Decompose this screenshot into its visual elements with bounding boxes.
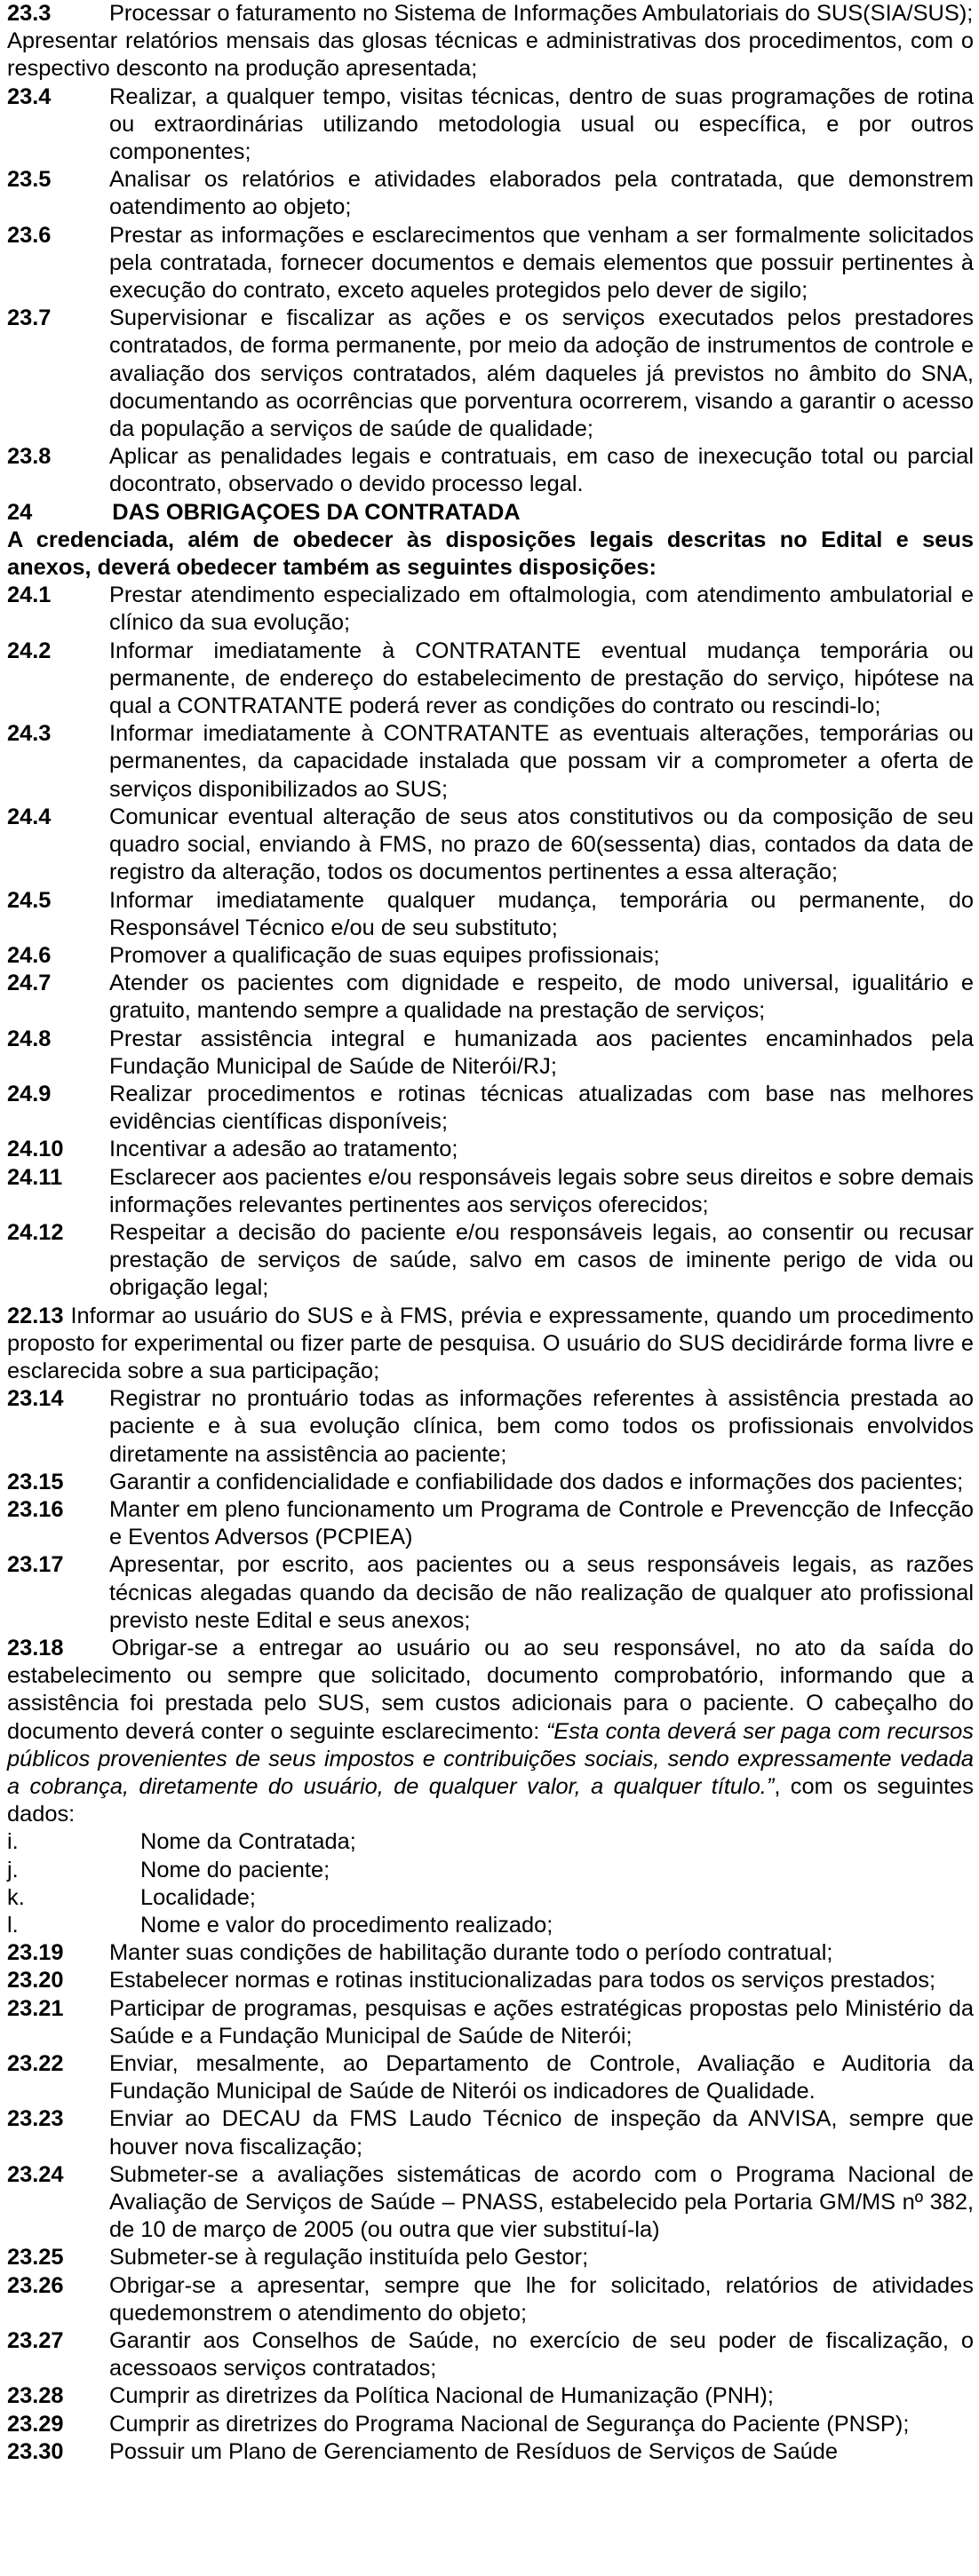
clause-text: Cumprir as diretrizes da Política Nacional de Humanização (PNH); [109, 2383, 774, 2409]
clause-item [7, 1385, 974, 1469]
clause-text: Aplicar as penalidades legais e contratuais, em caso de inexecução total ou parcial docontrato, observado o devido processo legal. [109, 444, 974, 497]
clause-item [7, 2382, 974, 2410]
clause-text: Processar o faturamento no Sistema de Informações Ambulatoriais do SUS(SIA/SUS); [109, 1, 974, 26]
clauses-23-14-to-23-17 [7, 1385, 974, 1635]
clause-item [7, 1081, 974, 1136]
clause-number: 23.15 [7, 1469, 64, 1494]
section-number: 24 [7, 499, 33, 525]
clause-number: 23.7 [7, 305, 52, 331]
clause-text: Estabelecer normas e rotinas institucionalizadas para todos os serviços prestados; [109, 1968, 936, 1993]
clause-number: 23.14 [7, 1386, 64, 1412]
clause-number: 23.17 [7, 1552, 64, 1578]
clause-number: 23.22 [7, 2051, 64, 2077]
clause-number: 24.2 [7, 638, 52, 663]
clause-number: 23.29 [7, 2411, 64, 2437]
data-list-item [7, 1857, 974, 1884]
clause-text: Supervisionar e fiscalizar as ações e os serviços executados pelos prestadores contratados, de forma permanente, por meio da adoção de instrumentos de controle e avaliação dos serviços contratados, além daqueles já previstos no âmbito do SNA, documentando as ocorrências que porventura ocorrerem, visando a garantir o acesso da população a serviços de saúde de qualidade; [109, 305, 974, 442]
clause-number: 24.10 [7, 1137, 64, 1162]
clause-item [7, 2244, 974, 2271]
list-marker: k. [7, 1884, 25, 1910]
clause-item [7, 1551, 974, 1635]
clause-text: Submeter-se à regulação instituída pelo Gestor; [109, 2245, 589, 2271]
clauses-23-19-to-23-30 [7, 1939, 974, 2466]
clause-number: 23.8 [7, 444, 52, 470]
clause-item [7, 0, 974, 28]
clause-text: Registrar no prontuário todas as informações referentes à assistência prestada ao paciente e à sua evolução clínica, bem como todos os profissionais envolvidos diretamente na assistência ao paciente; [109, 1386, 974, 1467]
clause-item [7, 804, 974, 887]
clause-item [7, 1136, 974, 1163]
clause-number: 23.23 [7, 2106, 64, 2132]
clause-text: Realizar, a qualquer tempo, visitas técnicas, dentro de suas programações de rotina ou extraordinárias utilizando metodologia usual ou específica, e por outros componentes; [109, 83, 974, 165]
clause-item [7, 2161, 974, 2245]
clause-number: 23.26 [7, 2272, 64, 2298]
clause-number: 24.5 [7, 887, 52, 913]
data-list-item [7, 1828, 974, 1856]
clause-item [7, 1164, 974, 1219]
clause-quote: “Esta conta deverá ser paga com recursos públicos provenientes de seus impostos e contribuições sociais, sendo expressamente vedada a cobrança, diretamente do usuário, de qualquer valor, a qualquer título.” [7, 1718, 974, 1799]
data-list [7, 1828, 974, 1939]
clause-number: 22.13 [7, 1303, 64, 1328]
clause-number: 24.6 [7, 942, 52, 968]
clause-text: Prestar assistência integral e humanizada aos pacientes encaminhados pela Fundação Municipal de Saúde de Niterói/RJ; [109, 1026, 974, 1079]
clause-text: Realizar procedimentos e rotinas técnicas atualizadas com base nas melhores evidências científicas disponíveis; [109, 1081, 974, 1135]
section-title: DAS OBRIGAÇOES DA CONTRATADA [112, 499, 521, 525]
clause-number: 23.3 [7, 1, 52, 26]
clause-number: 24.1 [7, 583, 52, 608]
clause-item [7, 970, 974, 1025]
clause-text: Manter suas condições de habilitação durante todo o período contratual; [109, 1940, 833, 1966]
clause-text: Informar imediatamente à CONTRATANTE as eventuais alterações, temporárias ou permanentes, da capacidade instalada que possam vir a comprometer a oferta de serviços disponibilizados ao SUS; [109, 721, 974, 802]
clause-item [7, 638, 974, 721]
clause-text: Cumprir as diretrizes do Programa Nacional de Segurança do Paciente (PNSP); [109, 2411, 910, 2437]
section-24-list [7, 582, 974, 1302]
list-text: Nome do paciente; [140, 1857, 330, 1882]
clause-item [7, 1469, 974, 1496]
clause-item [7, 1026, 974, 1081]
clause-number: 23.6 [7, 222, 52, 248]
clause-text: Informar imediatamente qualquer mudança, temporária ou permanente, do Responsável Técnico e/ou de seu substituto; [109, 887, 974, 940]
clause-item [7, 2105, 974, 2160]
clause-text: Apresentar relatórios mensais das glosas técnicas e administrativas dos procedimentos, com o respectivo desconto na produção apresentada; [7, 28, 974, 82]
clause-text: Submeter-se a avaliações sistemáticas de acordo com o Programa Nacional de Avaliação de Serviços de Saúde – PNASS, estabelecido pela Portaria GM/MS nº 382, de 10 de março de 2005 (ou outra que vier substituí-la) [109, 2161, 974, 2243]
clause-text: Garantir aos Conselhos de Saúde, no exercício de seu poder de fiscalização, o acessoaos serviços contratados; [109, 2328, 974, 2382]
clause-number: 23.4 [7, 83, 52, 109]
clause-number: 23.16 [7, 1496, 64, 1522]
clause-text: Incentivar a adesão ao tratamento; [109, 1137, 458, 1162]
clause-item [7, 166, 974, 221]
clause-item [7, 720, 974, 804]
clause-text: Comunicar eventual alteração de seus atos constitutivos ou da composição de seu quadro social, enviando à FMS, no prazo de 60(sessenta) dias, contados da data de registro da alteração, todos os documentos pertinentes a essa alteração; [109, 804, 974, 885]
section-23-list [7, 0, 974, 499]
clause-number: 24.11 [7, 1164, 63, 1190]
clause-number: 23.30 [7, 2438, 64, 2464]
list-marker: l. [7, 1913, 19, 1938]
clause-item [7, 305, 974, 443]
clause-text: Prestar atendimento especializado em oftalmologia, com atendimento ambulatorial e clínico da sua evolução; [109, 583, 974, 636]
clause-item [7, 942, 974, 970]
section-intro: A credenciada, além de obedecer às disposições legais descritas no Edital e seus anexos, deverá obedecer também as seguintes disposições: [7, 527, 974, 581]
clause-item [7, 2438, 974, 2466]
clause-item [7, 1967, 974, 1994]
clause-text: Obrigar-se a entregar ao usuário ou ao seu responsável, no ato da saída do estabelecimento ou sempre que solicitado, documento comprobatório, informando que a assistência foi prestada pelo SUS, sem custos adicionais para o paciente. O cabeçalho do documento deverá conter o seguinte esclarecimento: [7, 1635, 974, 1744]
clause-number: 23.5 [7, 167, 52, 193]
clause-number: 23.28 [7, 2383, 64, 2409]
clause-text: Atender os pacientes com dignidade e respeito, de modo universal, igualitário e gratuito, mantendo sempre a qualidade na prestação de serviços; [109, 971, 974, 1024]
list-text: Nome e valor do procedimento realizado; [140, 1913, 553, 1938]
list-marker: j. [7, 1857, 19, 1882]
clause-23-18 [7, 1635, 974, 1828]
clause-item [7, 443, 974, 498]
clause-text: Informar imediatamente à CONTRATANTE eventual mudança temporária ou permanente, de endereço do estabelecimento de prestação do serviço, hipótese na qual a CONTRATANTE poderá rever as condições do contrato ou rescindi-lo; [109, 638, 974, 719]
clause-text: Esclarecer aos pacientes e/ou responsáveis legais sobre seus direitos e sobre demais informações relevantes pertinentes aos serviços oferecidos; [109, 1164, 974, 1217]
clause-item [7, 887, 974, 942]
clause-item [7, 2411, 974, 2438]
clause-item [7, 2327, 974, 2382]
list-marker: i. [7, 1829, 19, 1855]
clause-item [7, 28, 974, 83]
clause-item [7, 2272, 974, 2327]
clause-number: 24.7 [7, 971, 52, 996]
clause-text: Promover a qualificação de suas equipes profissionais; [109, 942, 660, 968]
clause-text: Apresentar, por escrito, aos pacientes ou a seus responsáveis legais, as razões técnicas alegadas quando da decisão de não realização de qualquer ato profissional previsto neste Edital e seus anexos; [109, 1552, 974, 1633]
clause-text: Obrigar-se a apresentar, sempre que lhe for solicitado, relatórios de atividades quedemonstrem o atendimento do objeto; [109, 2272, 974, 2326]
clause-item [7, 222, 974, 305]
clause-item [7, 1939, 974, 1967]
clause-text: Possuir um Plano de Gerenciamento de Resíduos de Serviços de Saúde [109, 2438, 839, 2464]
clause-number: 23.27 [7, 2328, 64, 2354]
clause-text: Respeitar a decisão do paciente e/ou responsáveis legais, ao consentir ou recusar prestação de serviços de saúde, salvo em casos de iminente perigo de vida ou obrigação legal; [109, 1219, 974, 1301]
list-text: Localidade; [140, 1884, 256, 1910]
clause-text: Prestar as informações e esclarecimentos que venham a ser formalmente solicitados pela contratada, fornecer documentos e demais elementos que possuir pertinentes à execução do contrato, exceto aqueles protegidos pelo dever de sigilo; [109, 222, 974, 304]
clause-item [7, 582, 974, 637]
clause-text: Participar de programas, pesquisas e ações estratégicas propostas pelo Ministério da Saúde e a Fundação Municipal de Saúde de Niterói; [109, 1995, 974, 2049]
data-list-item [7, 1912, 974, 1939]
clause-number: 24.3 [7, 721, 52, 747]
clause-item [7, 1496, 974, 1551]
clause-item [7, 83, 974, 167]
section-24-heading [7, 499, 974, 527]
clause-text: Enviar ao DECAU da FMS Laudo Técnico de inspeção da ANVISA, sempre que houver nova fiscalização; [109, 2106, 974, 2160]
clause-text: Enviar, mesalmente, ao Departamento de Controle, Avaliação e Auditoria da Fundação Municipal de Saúde de Niterói os indicadores de Qualidade. [109, 2051, 974, 2104]
clause-number: 23.18 [7, 1635, 64, 1661]
clause-text: Informar ao usuário do SUS e à FMS, prévia e expressamente, quando um procedimento proposto for experimental ou fizer parte de pesquisa. O usuário do SUS decidirárde forma livre e esclarecida sobre a sua participação; [7, 1303, 974, 1383]
data-list-item [7, 1884, 974, 1912]
clause-number: 24.4 [7, 804, 52, 829]
clause-number: 24.8 [7, 1026, 52, 1051]
clause-text-end: , com os seguintes dados: [7, 1774, 974, 1827]
clause-text: Manter em pleno funcionamento um Programa de Controle e Prevencção de Infecção e Eventos Adversos (PCPIEA) [109, 1496, 974, 1550]
clause-item [7, 2050, 974, 2105]
clause-number: 23.24 [7, 2161, 64, 2187]
clause-number: 23.25 [7, 2245, 64, 2271]
clause-number: 23.19 [7, 1940, 64, 1966]
clause-number: 24.9 [7, 1081, 52, 1106]
clause-number: 23.20 [7, 1968, 64, 1993]
clause-text: Analisar os relatórios e atividades elaborados pela contratada, que demonstrem oatendimento ao objeto; [109, 167, 974, 220]
clause-22-13 [7, 1303, 974, 1386]
list-text: Nome da Contratada; [140, 1829, 356, 1855]
clause-number: 23.21 [7, 1995, 64, 2021]
clause-text: Garantir a confidencialidade e confiabilidade dos dados e informações dos pacientes; [109, 1469, 964, 1494]
clause-number: 24.12 [7, 1219, 64, 1245]
clause-item [7, 1219, 974, 1303]
clause-item [7, 1995, 974, 2050]
